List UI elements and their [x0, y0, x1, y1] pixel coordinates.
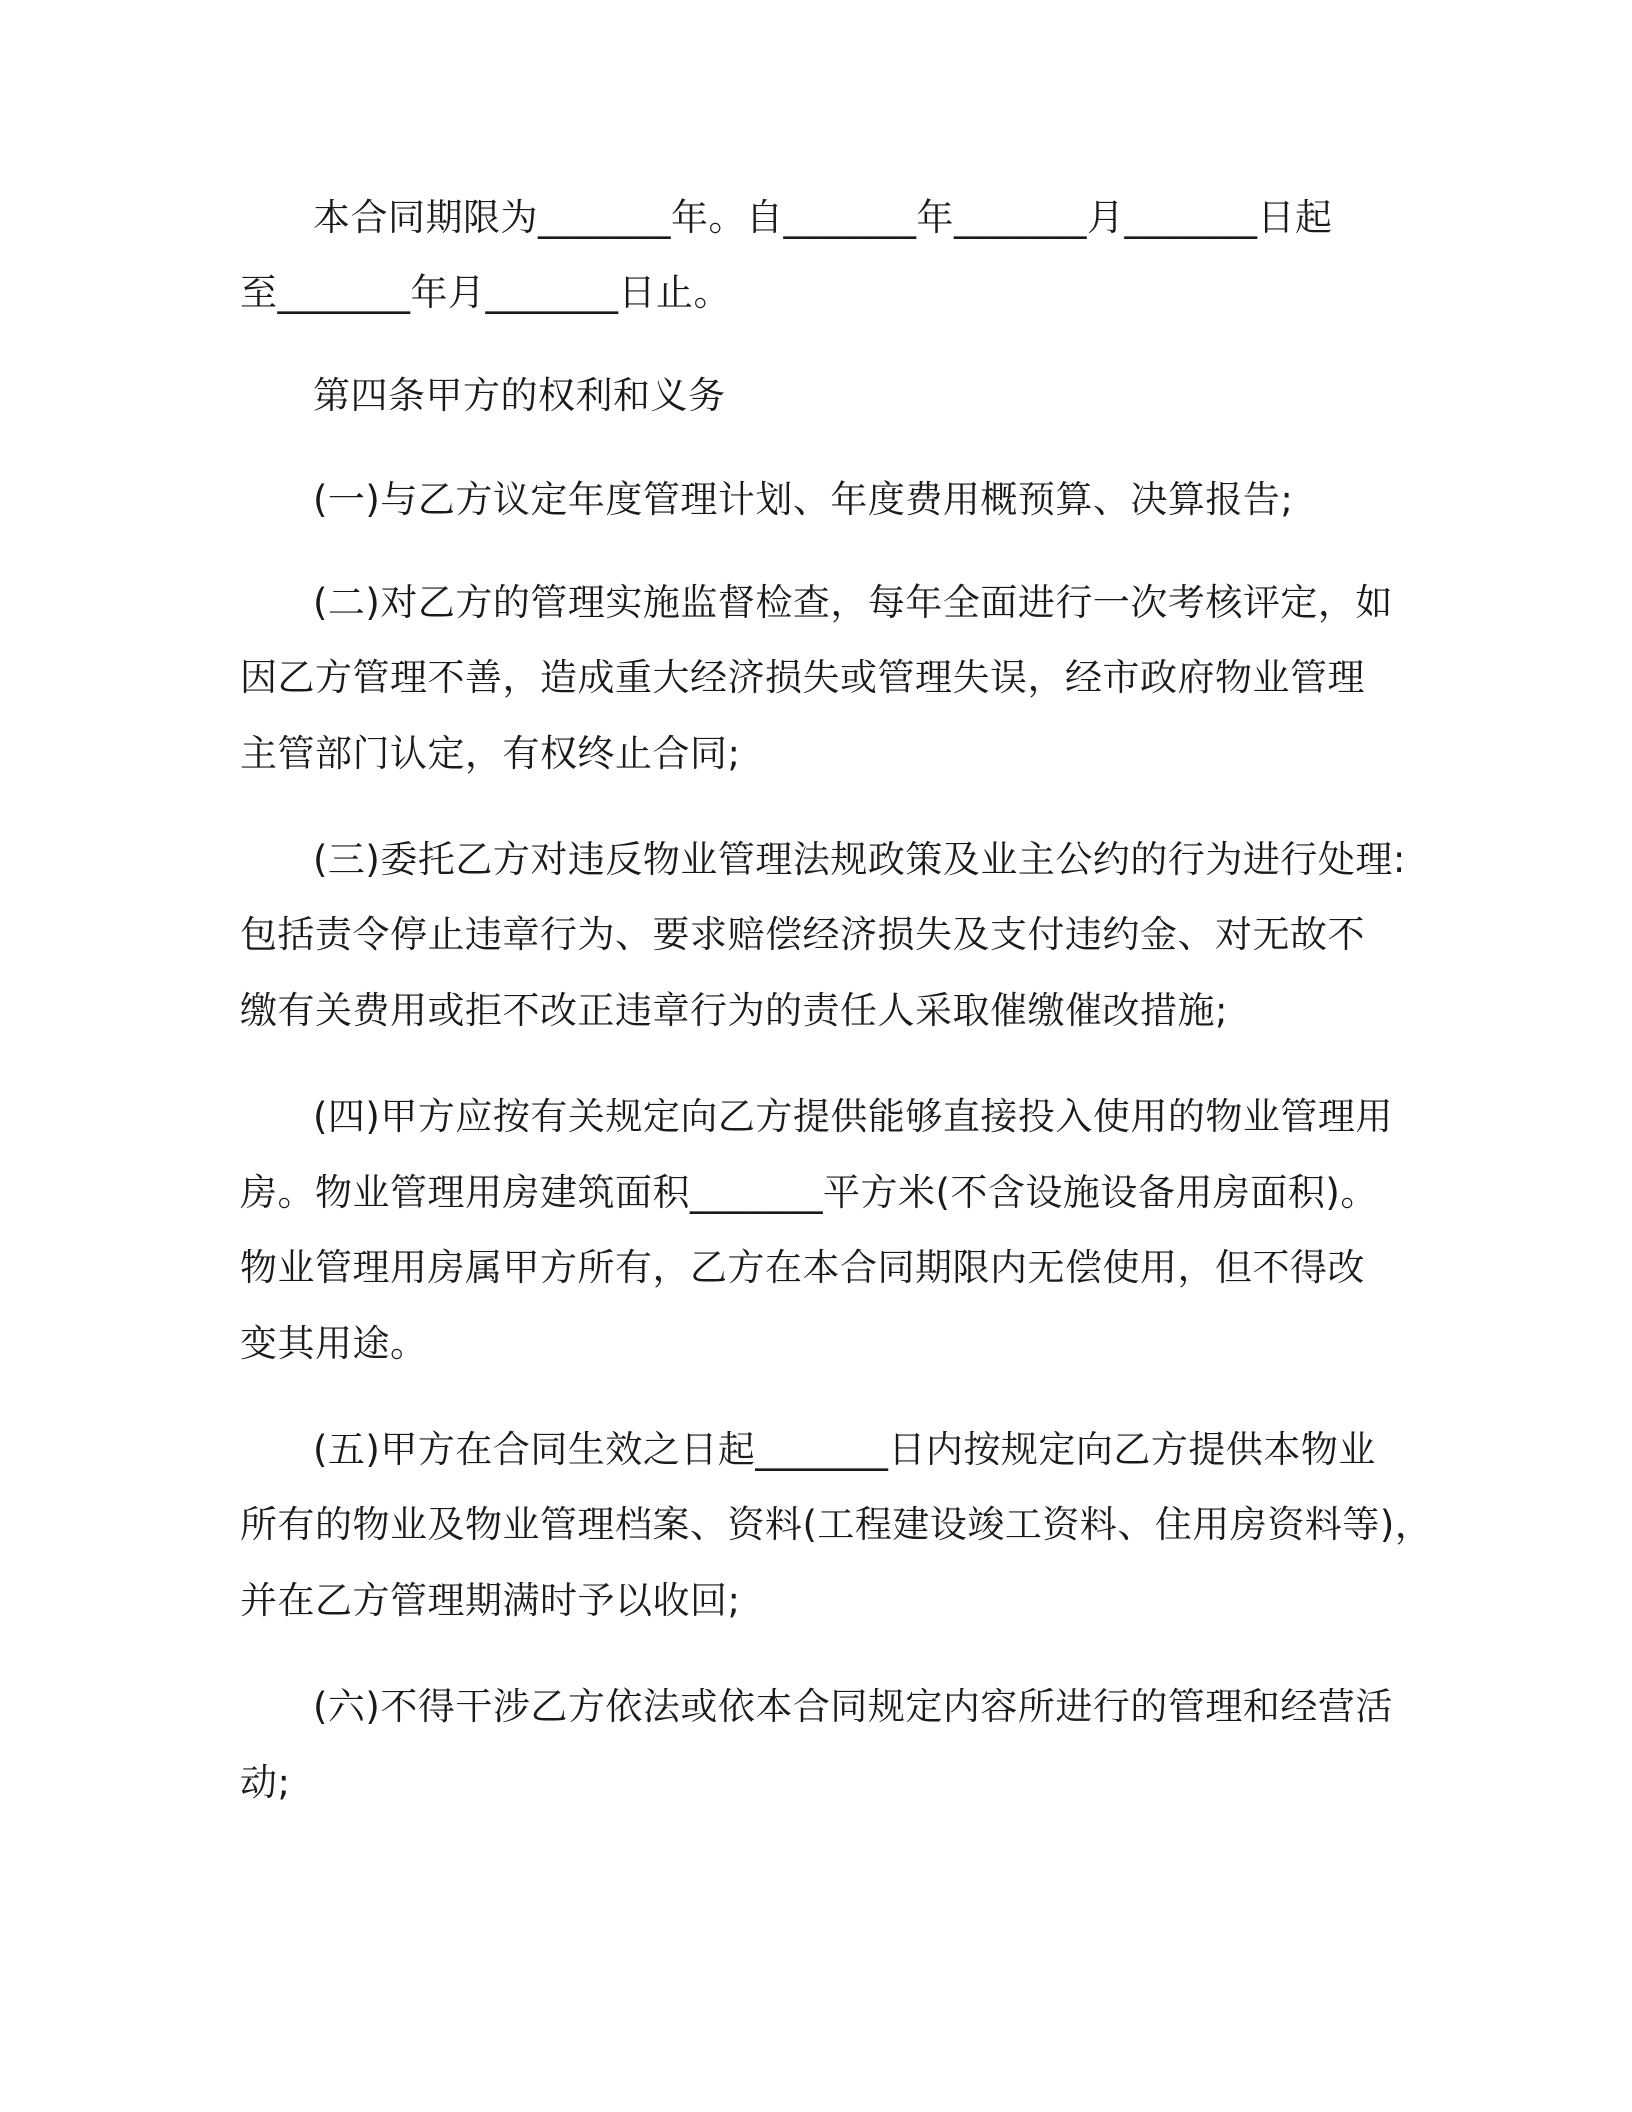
item-4-line-1: (四)甲方应按有关规定向乙方提供能够直接投入使用的物业管理用: [313, 1095, 1393, 1138]
item-5-line-2: 所有的物业及物业管理档案、资料(工程建设竣工资料、住用房资料等)，: [240, 1503, 1433, 1546]
item-4-line-3: 物业管理用房属甲方所有，乙方在本合同期限内无偿使用，但不得改: [240, 1246, 1365, 1289]
item-4-line-4: 变其用途。: [240, 1322, 428, 1365]
item-3-line-3: 缴有关费用或拒不改正违章行为的责任人采取催缴催改措施;: [240, 989, 1228, 1032]
term-line-1: 本合同期限为_______年。自_______年_______月_______日起: [313, 196, 1333, 239]
term-line-2: 至_______年月_______日止。: [240, 271, 731, 314]
item-4-line-2: 房。物业管理用房建筑面积_______平方米(不含设施设备用房面积)。: [240, 1171, 1378, 1214]
item-2-line-2: 因乙方管理不善，造成重大经济损失或管理失误，经市政府物业管理: [240, 656, 1365, 699]
article-heading: 第四条甲方的权利和义务: [313, 374, 726, 417]
item-5-line-3: 并在乙方管理期满时予以收回;: [240, 1579, 741, 1622]
item-3-line-1: (三)委托乙方对违反物业管理法规政策及业主公约的行为进行处理:: [313, 838, 1406, 881]
item-1-line-1: (一)与乙方议定年度管理计划、年度费用概预算、决算报告;: [313, 478, 1294, 521]
item-3-line-2: 包括责令停止违章行为、要求赔偿经济损失及支付违约金、对无故不: [240, 913, 1365, 956]
item-5-line-1: (五)甲方在合同生效之日起_______日内按规定向乙方提供本物业: [313, 1428, 1376, 1471]
item-2-line-3: 主管部门认定，有权终止合同;: [240, 732, 741, 775]
item-2-line-1: (二)对乙方的管理实施监督检查，每年全面进行一次考核评定，如: [313, 581, 1393, 624]
item-6-line-2: 动;: [240, 1761, 291, 1804]
item-6-line-1: (六)不得干涉乙方依法或依本合同规定内容所进行的管理和经营活: [313, 1685, 1393, 1728]
